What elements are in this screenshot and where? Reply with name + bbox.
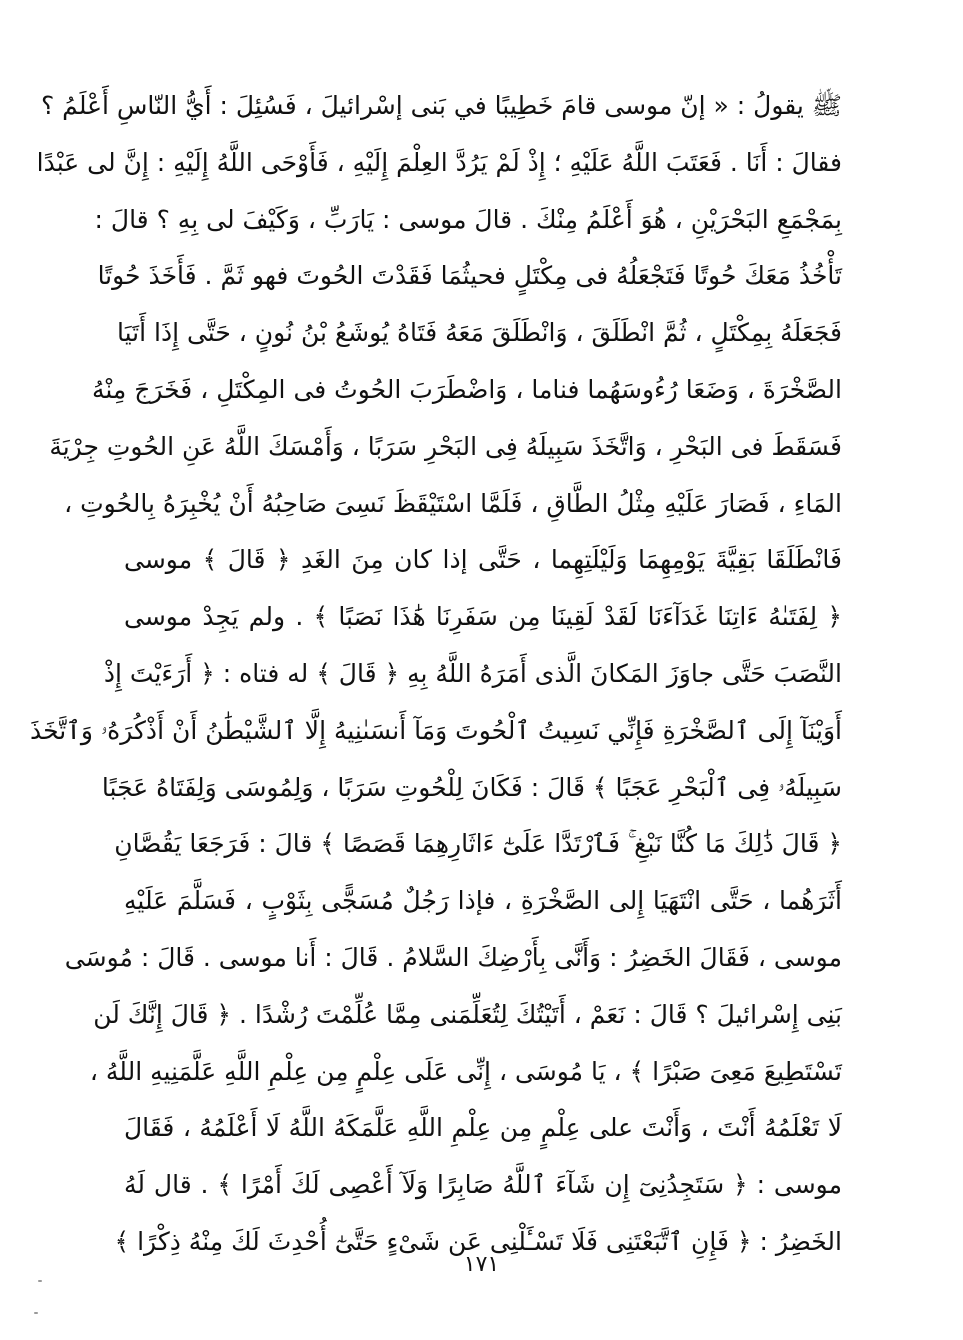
text-line-13: سَبِيلَهُۥ فِى ٱلْبَحْرِ عَجَبًا ﴾ قَالَ : فَكَانَ لِلْحُوتِ سَرَبًا ، وَلِمُوسَى وَلِفَتَاهُ عَجَبًا (101, 772, 842, 802)
text-line-16: موسى ، فَقَالَ الخَضِرُ : وَأَنَّى بِأَرْضِكَ السَّلامُ . قَالَ : أَنا موسى . قَالَ : مُوسَى (64, 942, 842, 972)
text-line-10: ﴿ لِفَتَىٰهُ ءَاتِنَا غَدَآءَنَا لَقَدْ لَقِينَا مِن سَفَرِنَا هَٰذَا نَصَبًا ﴾ . ولم يَجِدْ موسى (124, 602, 842, 632)
text-line-3: بِمَجْمَعِ البَحْرَيْنِ ، هُوَ أَعْلَمُ مِنْكَ . قالَ موسى : يَارَبِّ ، وَكَيْفَ لى بِهِ ؟ قالَ : (94, 204, 842, 234)
text-line-12: أَوَيْنَآ إِلَى ٱلصَّخْرَةِ فَإِنِّي نَسِيتُ ٱلْحُوتَ وَمَآ أَنسَىٰنِيهُ إِلَّا ٱلشَّيْطَٰنُ أَنْ أَذْكُرَهُۥ وَٱتَّخَذَ (30, 715, 842, 745)
text-line-21: الخَضِرُ : ﴿ فَإِنِ ٱتَّبَعْتَنِى فَلَا تَسْـَٔلْنِى عَن شَىْءٍ حَتَّىٰٓ أُحْدِثَ لَكَ مِنْهُ ذِكْرًا ﴾ (114, 1226, 842, 1256)
page-number: ١٧١ (463, 1252, 500, 1277)
text-line-15: أَثَرَهُما ، حَتَّى انْتَهَيَا إِلى الصَّخْرَةِ ، فإذا رَجُلٌ مُسَجًّى بِثَوْبٍ ، فَسَلَّمَ عَلَيْهِ (124, 886, 842, 916)
text-line-17: بَنِى إِسْرائيلَ ؟ قَالَ : نَعَمْ ، أَتَيْتُكَ لِتُعَلِّمَنى مِمَّا عُلِّمْتَ رُشْدًا . ﴿ قَالَ إِنَّكَ لَن (93, 999, 842, 1029)
text-line-5: فَجَعَلَهُ بِمِكْتَلٍ ، ثُمَّ انْطَلَقَ ، وَانْطَلَقَ مَعَهُ فَتَاهُ يُوشَعُ بْنُ نُونٍ ، حَتَّى إِذَا أَتَيَا (116, 318, 842, 348)
scan-speck (38, 1280, 42, 1282)
text-line-8: المَاءِ ، فَصَارَ عَلَيْهِ مِثْلُ الطَّاقِ ، فَلَمَّا اسْتَيْقَظَ نَسِىَ صَاحِبُهُ أَنْ يُخْبِرَهُ بِالحُوتِ ، (64, 488, 842, 518)
text-line-6: الصَّخْرَةَ ، وَضَعَا رُءُوسَهُما فناما ، وَاضْطَرَبَ الحُوتُ فى المِكْتَلِ ، فَخَرَجَ مِنْهُ (91, 374, 842, 404)
text-line-18: تَسْتَطِيعَ مَعِىَ صَبْرًا ﴾ ، يَا مُوسَى ، إِنِّى عَلَى عِلْمٍ مِن عِلْمِ اللَّهِ عَلَّمَنِيهِ اللَّهُ ، (89, 1056, 842, 1086)
text-line-11: النَّصَبَ حَتَّى جاوَزَ المَكانَ الَّذى أَمَرَهُ اللَّهُ بِهِ ﴿ قَالَ ﴾ له فتاه : ﴿ أَرَءَيْتَ إِذْ (103, 658, 842, 688)
scan-speck (34, 1312, 38, 1314)
text-line-20: موسى : ﴿ سَتَجِدُنِىٓ إِن شَآءَ ٱللَّهُ صَابِرًا وَلَآ أَعْصِى لَكَ أَمْرًا ﴾ . قال لَهُ (124, 1170, 842, 1200)
text-line-1: ﷺ يقولُ : « إنّ موسى قامَ خَطِيبًا في بَنى إسْرائيلَ ، فَسُئِلَ : أَيُّ النّاسِ أَعْلَمُ ؟ (40, 91, 842, 120)
body-text (30, 78, 842, 1271)
text-line-4: تَأْخُذُ مَعَكَ حُوتًا فَتَجْعَلُهُ فى مِكْتَلٍ فحيثُمَا فَقَدْتَ الحُوتَ فهو ثَمَّ . فَأَخَذَ حُوتًا (97, 261, 842, 291)
text-line-2: فقالَ : أَنَا . فَعَتَبَ اللَّهُ عَلَيْهِ ؛ إِذْ لَمْ يَرُدَّ العِلْمَ إِلَيْهِ ، فَأَوْحَى اللَّهُ إِلَيْهِ : إِنَّ لى عَبْدًا (36, 147, 842, 177)
text-line-14: ﴿ قَالَ ذَٰلِكَ مَا كُنَّا نَبْغِ ۚ فَٱرْتَدَّا عَلَىٰٓ ءَاثَارِهِمَا قَصَصًا ﴾ قالَ : فَرَجَعَا يَقُصَّانِ (114, 829, 842, 859)
text-line-7: فَسَقَطَ فى البَحْرِ ، وَاتَّخَذَ سَبِيلَهُ فِى البَحْرِ سَرَبًا ، وَأَمْسَكَ اللَّهُ عَنِ الحُوتِ جِرْيَةَ (49, 431, 842, 461)
text-line-19: لَا تَعْلَمُهُ أَنْتَ ، وَأَنْتَ على عِلْمٍ مِن عِلْمِ اللَّهِ عَلَّمَكَهُ اللَّهُ لَا أَعْلَمُهُ ، فَقَالَ (124, 1113, 842, 1143)
text-line-9: فَانْطَلَقَا بَقِيَّةَ يَوْمِهِمَا وَلَيْلَتِهِما ، حَتَّى إذا كان مِنَ الغَدِ ﴿ قَالَ ﴾ موسى (124, 545, 842, 575)
